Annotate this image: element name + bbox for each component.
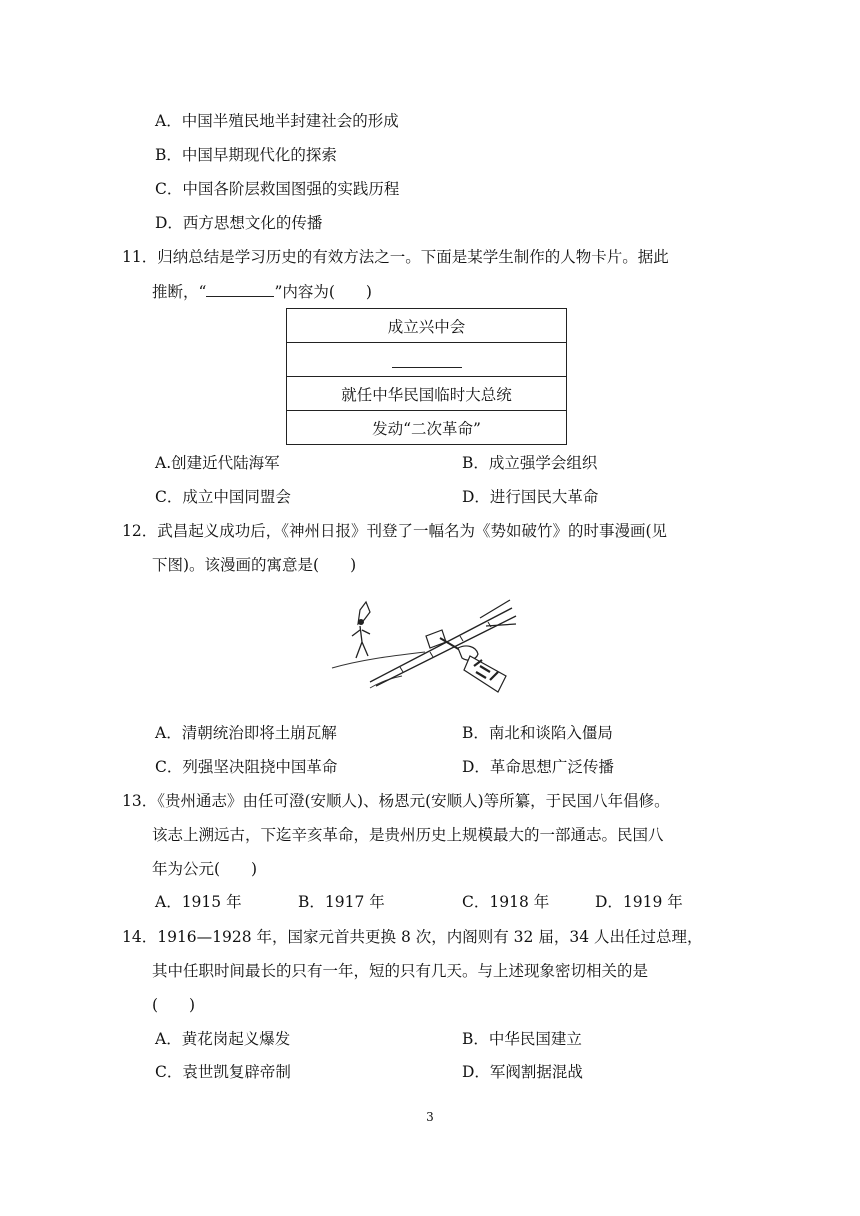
q12-option-b: B．南北和谈陷入僵局 <box>462 724 613 742</box>
q14-option-c: C．袁世凯复辟帝制 <box>155 1063 291 1081</box>
q14-stem-line1: 14．1916—1928 年，国家元首共更换 8 次，内阁则有 32 届，34 人出任过总理， <box>122 928 703 946</box>
q14-stem-line2: 其中任职时间最长的只有一年，短的只有几天。与上述现象密切相关的是 <box>152 962 649 980</box>
q13-stem-line1: 13．《贵州通志》由任可澄(安顺人)、杨恩元(安顺人)等所纂，于民国八年倡修。 <box>122 792 670 810</box>
q11-option-b: B．成立强学会组织 <box>462 454 598 472</box>
q13-option-b: B．1917 年 <box>298 893 385 911</box>
q14-option-d: D．军阀割据混战 <box>462 1063 583 1081</box>
page-number: 3 <box>426 1110 434 1124</box>
card-row-1: 成立兴中会 <box>287 309 567 343</box>
person-card-table <box>286 308 567 445</box>
q12-option-d: D．革命思想广泛传播 <box>462 758 614 776</box>
q14-option-b: B．中华民国建立 <box>462 1030 582 1048</box>
card-blank-line <box>392 353 462 368</box>
q13-option-d: D．1919 年 <box>595 893 683 911</box>
q13-option-a: A．1915 年 <box>155 893 242 911</box>
q13-stem-line2: 该志上溯远古，下迄辛亥革命，是贵州历史上规模最大的一部通志。民国八 <box>152 826 664 844</box>
q13-stem-line3: 年为公元( ) <box>152 860 258 878</box>
q11-option-d: D．进行国民大革命 <box>462 488 599 506</box>
cartoon-image <box>330 596 520 702</box>
q10-option-c: C．中国各阶层救国图强的实践历程 <box>155 180 400 198</box>
q11-stem-line1: 11．归纳总结是学习历史的有效方法之一。下面是某学生制作的人物卡片。据此 <box>122 248 669 266</box>
card-row-2-blank <box>287 343 567 377</box>
card-row-4: 发动“二次革命” <box>287 411 567 445</box>
q12-option-c: C．列强坚决阻挠中国革命 <box>155 758 338 776</box>
q12-option-a: A．清朝统治即将土崩瓦解 <box>155 724 337 742</box>
q11-stem-prefix: 推断，“ <box>152 283 207 301</box>
q14-option-a: A．黄花岗起义爆发 <box>155 1030 291 1048</box>
q10-option-a: A．中国半殖民地半封建社会的形成 <box>155 112 399 130</box>
q11-option-c: C．成立中国同盟会 <box>155 488 291 506</box>
q14-stem-line3: ( ) <box>152 996 196 1014</box>
q10-option-b: B．中国早期现代化的探索 <box>155 146 337 164</box>
q10-option-d: D．西方思想文化的传播 <box>155 214 323 232</box>
q12-stem-line2: 下图)。该漫画的寓意是( ) <box>152 556 357 574</box>
card-row-3: 就任中华民国临时大总统 <box>287 377 567 411</box>
q11-option-a: A.创建近代陆海军 <box>155 454 280 472</box>
q12-stem-line1: 12．武昌起义成功后，《神州日报》刊登了一幅名为《势如破竹》的时事漫画(见 <box>122 522 668 540</box>
q11-blank <box>206 280 274 297</box>
q11-stem-line2 <box>152 280 372 303</box>
q11-stem-suffix: ”内容为( ) <box>274 283 372 301</box>
q13-option-c: C．1918 年 <box>462 893 550 911</box>
